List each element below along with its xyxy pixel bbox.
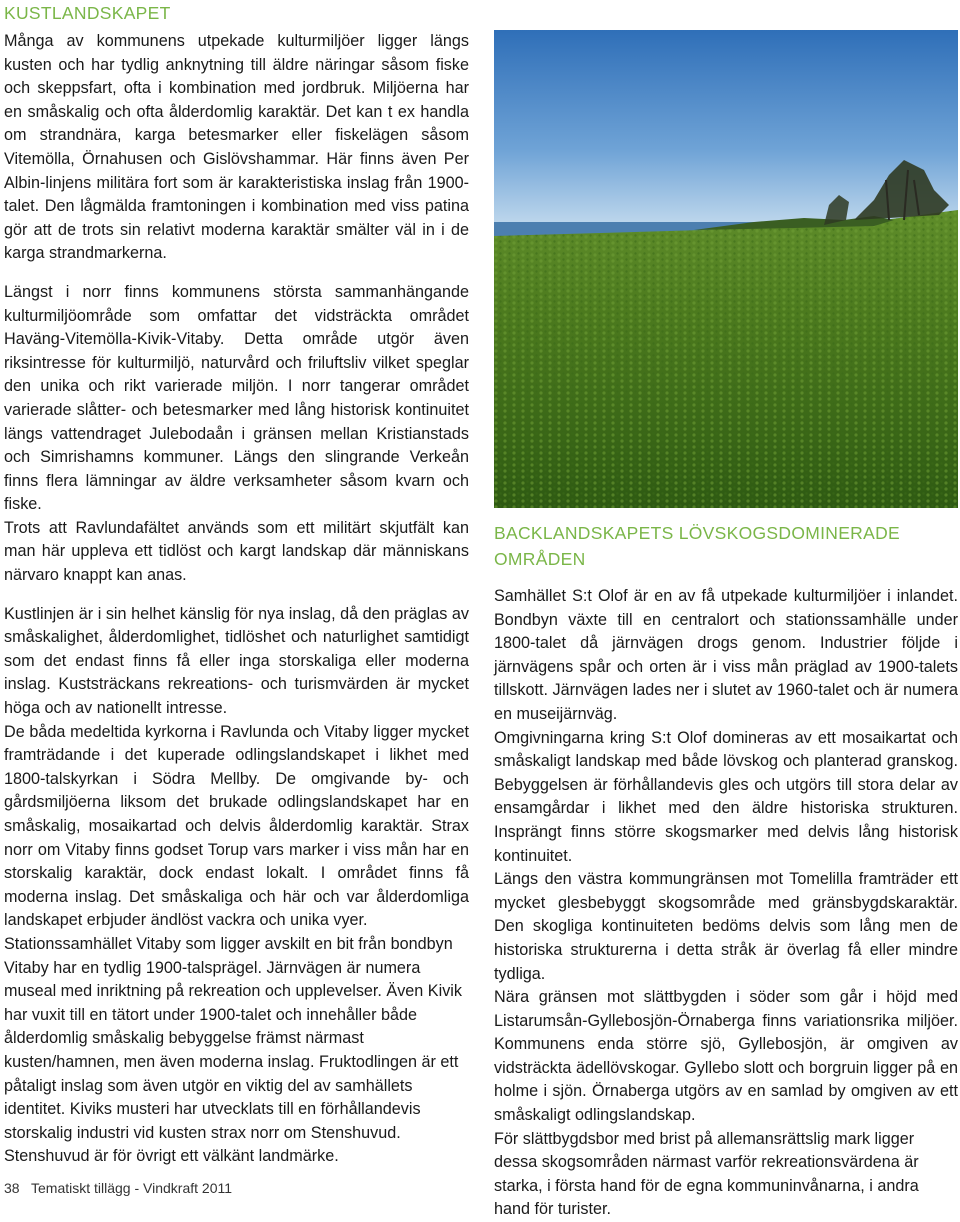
section-heading-backlandskapet: BACKLANDSKAPETS LÖVSKOGSDOMINERADE OMRÅDEN bbox=[494, 523, 901, 569]
landscape-photo bbox=[494, 30, 958, 508]
paragraph: Längs den västra kommungränsen mot Tomelilla framträder ett mycket glesbebyggt skogsområde med gränsbygdskaraktär. Den skogliga kontinuiteten bedöms delvis som lång men de historiska strukturerna i detta stråk är överlag få eller mindre tydliga. bbox=[494, 870, 958, 983]
paragraph: Omgivningarna kring S:t Olof domineras av ett mosaikartat och småskaligt landskap med både lövskog och planterad granskog. Bebyggelsen är förhållandevis gles och utgörs till stora delar av ensamgårdar i likhet med den äldre historiska strukturen. Insprängt finns större skogsmarker med delvis lång historisk kontinuitet. bbox=[494, 728, 958, 865]
left-column bbox=[4, 0, 469, 1169]
paragraph: Kustlinjen är i sin helhet känslig för nya inslag, då den präglas av småskalighet, ålderdomlighet, tidlöshet och naturlighet samtidigt som det endast finns få eller inga storskaliga eller moderna inslag. Kuststräckans rekreations- och turismvärden är mycket höga och av nationellt intresse. bbox=[4, 604, 469, 718]
right-column bbox=[494, 520, 958, 1222]
paragraph: Längst i norr finns kommunens största sammanhängande kulturmiljöområde som omfattar det vidsträckta området Haväng-Vitemölla-Kivik-Vitaby. Detta område utgör även riksintresse för kulturmiljö, naturvård och friluftsliv vilket speglar den unika och rikt varierade miljön. I norr tangerar området varierade slåtter- och betesmarker med lång historisk kontinuitet längs vattendraget Julebodaån i gränsen mellan Kristianstads och Simrishamns kommuner. Längs den slingrande Verkeån finns flera lämningar av äldre verksamheter såsom kvarn och fiske. bbox=[4, 282, 469, 514]
section-heading-kustlandskapet: KUSTLANDSKAPET bbox=[4, 3, 171, 23]
publication-title: Tematiskt tillägg - Vindkraft 2011 bbox=[31, 1180, 233, 1196]
paragraph: Nära gränsen mot slättbygden i söder som går i höjd med Listarumsån-Gyllebosjön-Örnaberga finns variationsrika miljöer. Kommunens enda större sjö, Gyllebosjön, är omgiven av vidsträckta ädellövskogar. Gyllebo slott och borgruin ligger på en holme i sjön. Örnaberga utgörs av en samlad by omgiven av ett småskaligt odlingslandskap. bbox=[494, 988, 958, 1125]
paragraph: Stationssamhället Vitaby som ligger avskilt en bit från bondbyn Vitaby har en tydlig 1900-talsprägel. Järnvägen är numera museal med inriktning på rekreation och upplevelser. Även Kivik har vuxit till en tätort under 1900-talet och innehåller både ålderdomlig småskalig bebyggelse främst närmast kusten/hamnen, men även moderna inslag. Fruktodlingen är ett påtaligt inslag som även utgör en viktig del av samhällets identitet. Kiviks musteri har utvecklats till en förhållandevis storskalig industri vid kusten strax norr om Stenshuvud. Stenshuvud är för övrigt ett välkänt landmärke. bbox=[4, 934, 462, 1166]
photo-image bbox=[494, 30, 958, 508]
paragraph: Många av kommunens utpekade kulturmiljöer ligger längs kusten och har tydlig anknytning till äldre näringar såsom fiske och skeppsfart, ofta i kombination med jordbruk. Miljöerna har en småskalig och ofta ålderdomlig karaktär. Det kan t ex handla om strandnära, karga betesmarker eller fiskelägen såsom Vitemölla, Örnahusen och Gislövshammar. Här finns även Per Albin-linjens militära fort som är karakteristiska inslag från 1900-talet. Den lågmälda framtoningen i kombination med viss patina gör att de trots sin relativt moderna karaktär smälter väl in i de karga strandmarkerna. bbox=[4, 32, 469, 263]
page-footer bbox=[4, 1180, 232, 1196]
paragraph: Trots att Ravlundafältet används som ett militärt skjutfält kan man här uppleva ett tidlöst och kargt landskap där människans närvaro knappt kan anas. bbox=[4, 518, 469, 585]
paragraph: Samhället S:t Olof är en av få utpekade kulturmiljöer i inlandet. Bondbyn växte till en centralort och stationssamhälle under 1800-talet då järnvägen drogs genom. Industrier följde i järnvägens spår och orten är i viss mån präglad av 1900-talets tillskott. Järnvägen lades ner i slutet av 1960-talet och är numera en museijärnväg. bbox=[494, 587, 958, 723]
paragraph: För slättbygdsbor med brist på allemansrättslig mark ligger dessa skogsområden närmast varför rekreationsvärdena är starka, i första hand för de egna kommuninvånarna, i andra hand för turister. bbox=[494, 1129, 919, 1219]
page-number: 38 bbox=[4, 1180, 20, 1196]
paragraph: De båda medeltida kyrkorna i Ravlunda och Vitaby ligger mycket framträdande i det kuperade odlingslandskapet i likhet med 1800-talskyrkan i Södra Mellby. De omgivande by- och gårdsmiljöerna liksom det brukade odlingslandskapet har en småskalig, mosaikartad och delvis ålderdomlig karaktär. Strax norr om Vitaby finns godset Torup vars marker i viss mån har en storskalig karaktär, dock endast lokalt. I området finns få moderna inslag. Det småskaliga och här och var ålderdomliga landskapet erbjuder ändlöst vackra och unika vyer. bbox=[4, 722, 469, 930]
